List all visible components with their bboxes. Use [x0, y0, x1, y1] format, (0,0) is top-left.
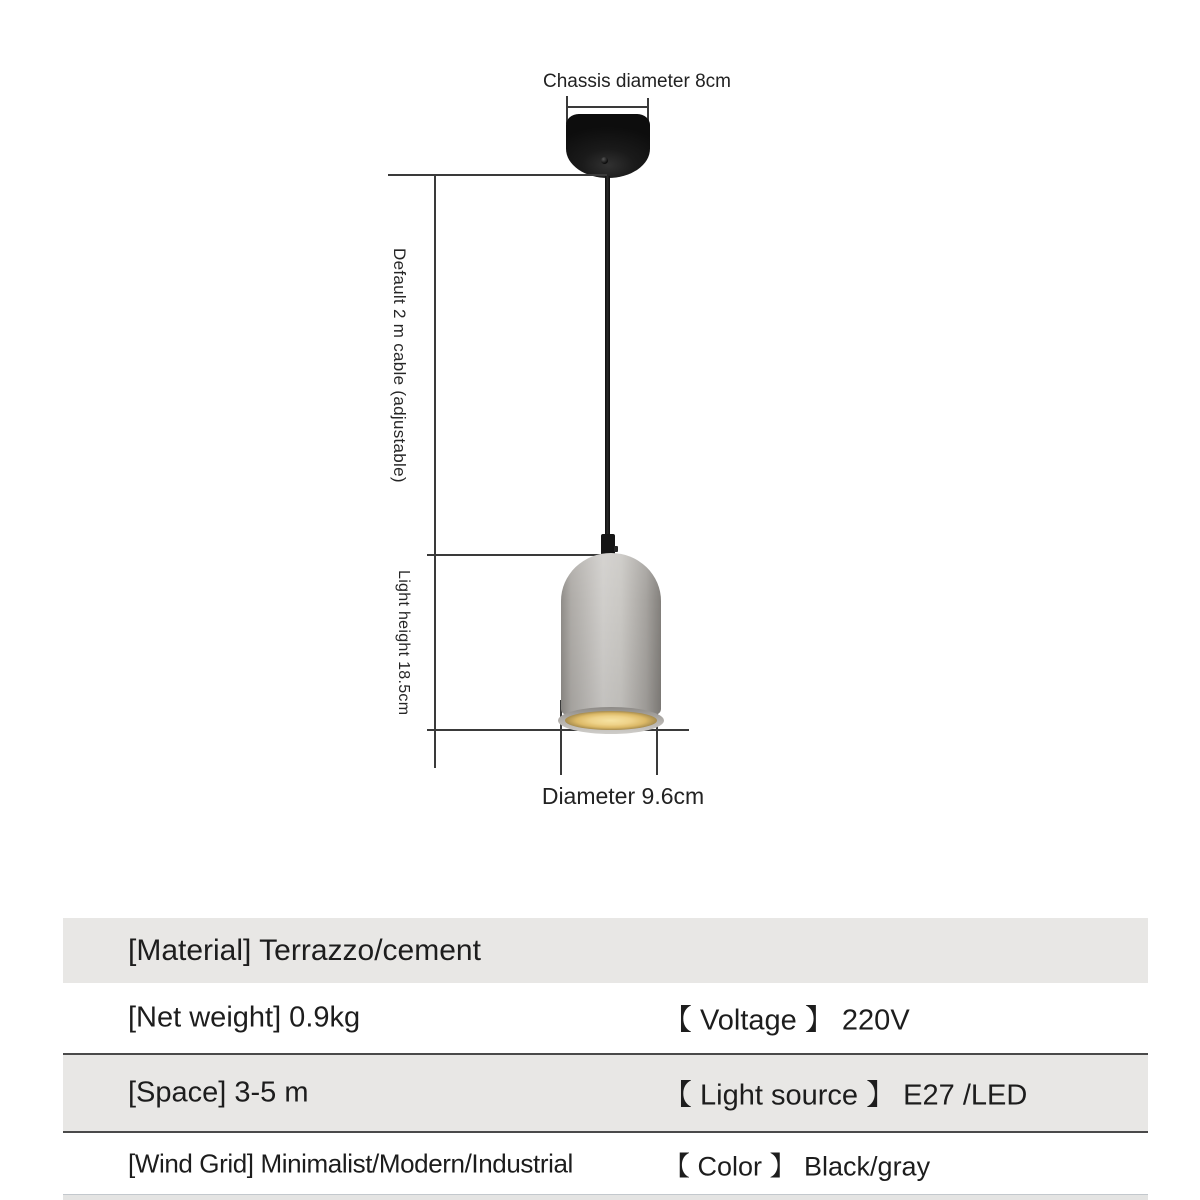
- spec-table: [63, 918, 1148, 1200]
- cable-length-label: [383, 175, 415, 555]
- space-value: [Space] 3-5 m: [128, 1076, 309, 1109]
- cable-length-label-text: Default 2 m cable (adjustable): [390, 247, 409, 483]
- spec-row-weight-voltage: [63, 983, 1148, 1053]
- connector-set-screw: [614, 546, 618, 552]
- pendant-cable: [605, 176, 610, 536]
- net-weight-value: [Net weight] 0.9kg: [128, 1001, 361, 1034]
- diameter-label: Diameter 9.6cm: [541, 783, 705, 809]
- spec-row-style-color: [63, 1133, 1148, 1194]
- canopy-screw: [601, 157, 608, 164]
- spec-row-material: [63, 918, 1148, 983]
- style-value: [Wind Grid] Minimalist/Modern/Industrial: [128, 1148, 573, 1178]
- spec-row-next-partial: [63, 1194, 1148, 1200]
- chassis-diameter-label: Chassis diameter 8cm: [543, 71, 731, 92]
- spec-row-space-lightsource: [63, 1053, 1148, 1133]
- color-value: 【 Color 】 Black/gray: [663, 1151, 931, 1181]
- material-value: [Material] Terrazzo/cement: [128, 933, 481, 967]
- cable-top-extension-line: [388, 174, 607, 176]
- voltage-value: 【 Voltage 】 220V: [663, 1004, 910, 1037]
- lamp-shade: [561, 553, 661, 715]
- light-height-label: [387, 556, 419, 730]
- lamp-glow: [565, 711, 657, 730]
- vertical-ruler-line: [434, 174, 436, 768]
- chassis-dimension-line: [567, 106, 649, 108]
- ceiling-canopy: [566, 114, 650, 178]
- light-height-label-text: Light height 18.5cm: [395, 570, 412, 716]
- light-source-value: 【 Light source 】 E27 /LED: [663, 1079, 1028, 1112]
